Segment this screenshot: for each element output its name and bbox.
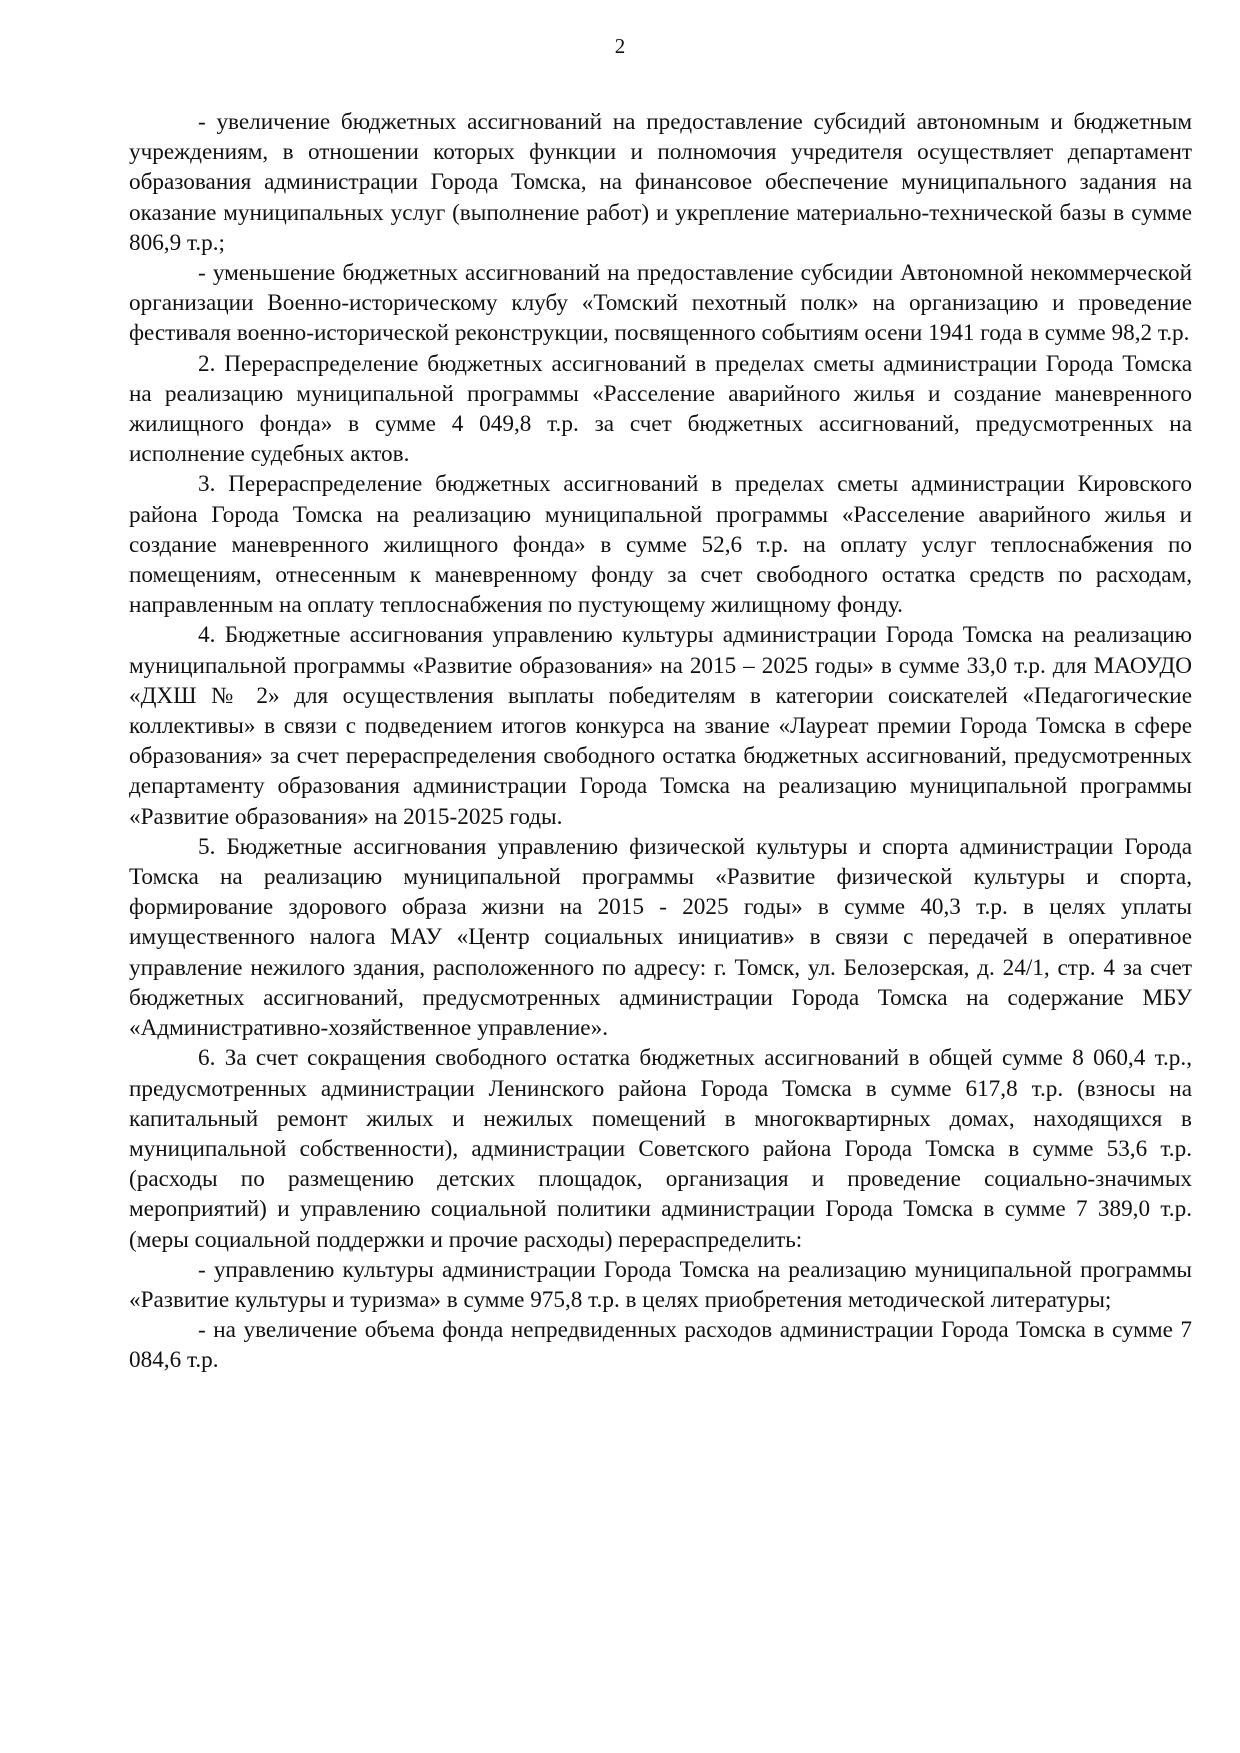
paragraph-subsidy-increase: - увеличение бюджетных ассигнований на предоставление субсидий автономным и бюджетным учреждениям, в отношении которых функции и полномочия учредителя осуществляет департамент образования администрации Города Томска, на финансовое обеспечение муниципального задания на оказание муниципальных услуг (выполнение работ) и укрепление материально-технической базы в сумме 806,9 т.р.; — [129, 109, 1192, 256]
page-number: 2 — [614, 34, 626, 58]
paragraph-item-4: 4. Бюджетные ассигнования управлению культуры администрации Города Томска на реализацию муниципальной программы «Развитие образования» на 2015 – 2025 годы» в сумме 33,0 т.р. для МАОУДО «ДХШ № 2» для осуществления выплаты победителям в категории соискателей «Педагогические коллективы» в связи с подведением итогов конкурса на звание «Лауреат премии Города Томска в сфере образования» за счет перераспределения свободного остатка бюджетных ассигнований, предусмотренных департаменту образования администрации Города Томска на реализацию муниципальной программы «Развитие образования» на 2015-2025 годы. — [129, 622, 1192, 830]
paragraph-item-3: 3. Перераспределение бюджетных ассигнований в пределах сметы администрации Кировского района Города Томска на реализацию муниципальной программы «Расселение аварийного жилья и создание маневренного жилищного фонда» в сумме 52,6 т.р. на оплату услуг теплоснабжения по помещениям, отнесенным к маневренному фонду за счет свободного остатка средств по расходам, направленным на оплату теплоснабжения по пустующему жилищному фонду. — [129, 471, 1192, 619]
paragraph-reserve-fund: - на увеличение объема фонда непредвиденных расходов администрации Города Томска в сумме 7 084,6 т.р. — [129, 1317, 1192, 1374]
paragraph-subsidy-decrease: - уменьшение бюджетных ассигнований на предоставление субсидии Автономной некоммерческой организации Военно-историческому клубу «Томский пехотный полк» на организацию и проведение фестиваля военно-исторической реконструкции, посвященного событиям осени 1941 года в сумме 98,2 т.р. — [129, 260, 1192, 347]
paragraph-item-2: 2. Перераспределение бюджетных ассигнований в пределах сметы администрации Города Томска на реализацию муниципальной программы «Расселение аварийного жилья и создание маневренного жилищного фонда» в сумме 4 049,8 т.р. за счет бюджетных ассигнований, предусмотренных на исполнение судебных актов. — [129, 350, 1192, 468]
document-body — [129, 107, 1192, 1376]
paragraph-item-6: 6. За счет сокращения свободного остатка бюджетных ассигнований в общей сумме 8 060,4 т.р., предусмотренных администрации Ленинского района Города Томска в сумме 617,8 т.р. (взносы на капитальный ремонт жилых и нежилых помещений в многоквартирных домах, находящихся в муниципальной собственности), администрации Советского района Города Томска в сумме 53,6 т.р. (расходы по размещению детских площадок, организация и проведение социально-значимых мероприятий) и управлению социальной политики администрации Города Томска в сумме 7 389,0 т.р. (меры социальной поддержки и прочие расходы) перераспределить: — [129, 1045, 1192, 1253]
paragraph-culture-reallocation: - управлению культуры администрации Города Томска на реализацию муниципальной программы «Развитие культуры и туризма» в сумме 975,8 т.р. в целях приобретения методической литературы; — [129, 1256, 1192, 1313]
paragraph-item-5: 5. Бюджетные ассигнования управлению физической культуры и спорта администрации Города Томска на реализацию муниципальной программы «Развитие физической культуры и спорта, формирование здорового образа жизни на 2015 - 2025 годы» в сумме 40,3 т.р. в целях уплаты имущественного налога МАУ «Центр социальных инициатив» в связи с передачей в оперативное управление нежилого здания, расположенного по адресу: г. Томск, ул. Белозерская, д. 24/1, стр. 4 за счет бюджетных ассигнований, предусмотренных администрации Города Томска на содержание МБУ «Административно-хозяйственное управление». — [129, 833, 1192, 1042]
